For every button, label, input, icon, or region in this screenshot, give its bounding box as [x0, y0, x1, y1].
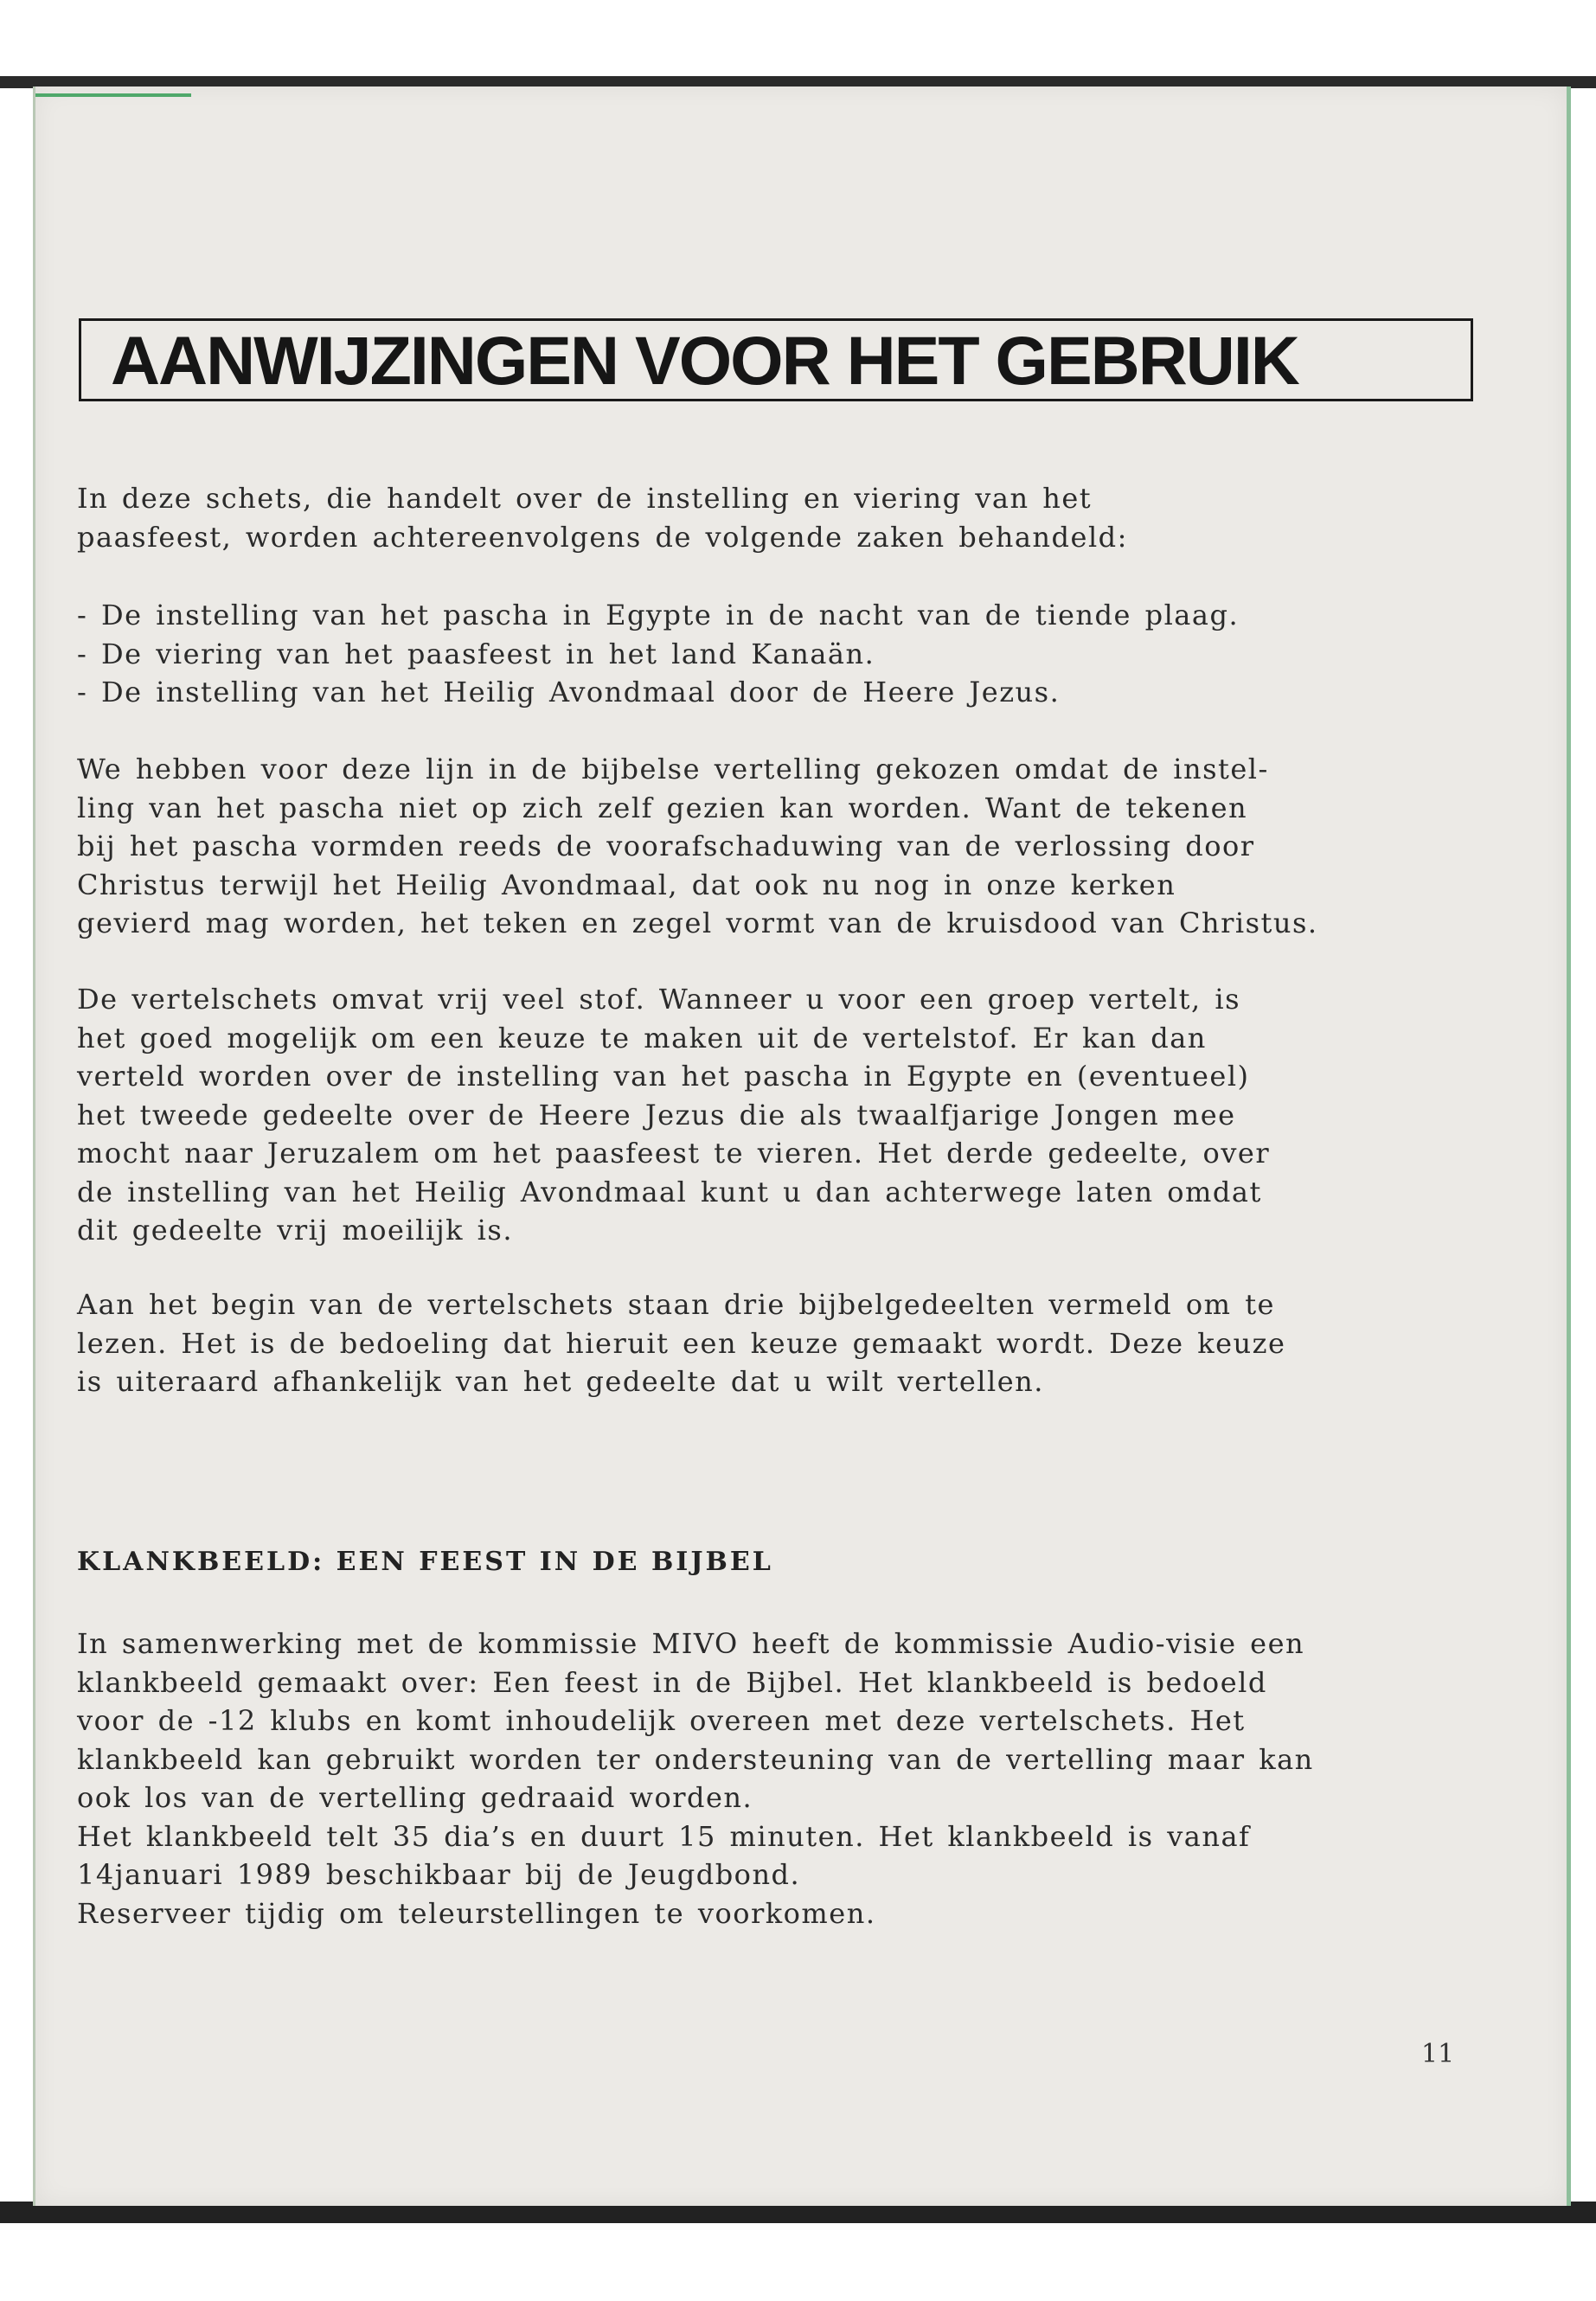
text-line: In samenwerking met de kommissie MIVO heeft de kommissie Audio-visie een: [77, 1627, 1305, 1660]
text-line: verteld worden over de instelling van het pascha in Egypte en (eventueel): [77, 1060, 1250, 1093]
text-line: Het klankbeeld telt 35 dia’s en duurt 15 minuten. Het klankbeeld is vanaf: [77, 1819, 1251, 1853]
text-line: We hebben voor deze lijn in de bijbelse vertelling gekozen omdat de instel-: [77, 753, 1269, 785]
title-box: [79, 318, 1473, 401]
text-line: bij het pascha vormden reeds de voorafschaduwing van de verlossing door: [77, 830, 1255, 862]
text-line: Reserveer tijdig om teleurstellingen te voorkomen.: [77, 1896, 876, 1930]
page-title: AANWIJZINGEN VOOR HET GEBRUIK: [111, 321, 1298, 399]
rationale-paragraph: [77, 750, 1426, 943]
list-item: - De viering van het paasfeest in het land Kanaän.: [77, 637, 875, 670]
text-line: de instelling van het Heilig Avondmaal kunt u dan achterwege laten omdat: [77, 1175, 1262, 1208]
page-number: 11: [1421, 2039, 1455, 2069]
text-line: het goed mogelijk om een keuze te maken uit de vertelstof. Er kan dan: [77, 1021, 1207, 1054]
list-item: - De instelling van het pascha in Egypte in de nacht van de tiende plaag.: [77, 599, 1240, 631]
readings-paragraph: [77, 1285, 1426, 1401]
text-line: De vertelschets omvat vrij veel stof. Wanneer u voor een groep vertelt, is: [77, 983, 1241, 1016]
text-line: Christus terwijl het Heilig Avondmaal, dat ook nu nog in onze kerken: [77, 868, 1176, 901]
topics-list: [77, 596, 1426, 712]
text-line: dit gedeelte vrij moeilijk is.: [77, 1214, 513, 1247]
text-line: ook los van de vertelling gedraaid worden.: [77, 1781, 753, 1814]
text-line: Aan het begin van de vertelschets staan drie bijbelgedeelten vermeld om te: [77, 1288, 1275, 1321]
list-item: - De instelling van het Heilig Avondmaal door de Heere Jezus.: [77, 676, 1061, 708]
section-heading: KLANKBEELD: EEN FEEST IN DE BIJBEL: [77, 1547, 773, 1577]
scope-paragraph: [77, 980, 1426, 1250]
text-line: lezen. Het is de bedoeling dat hieruit een keuze gemaakt wordt. Deze keuze: [77, 1326, 1286, 1360]
soundscape-paragraph: [77, 1625, 1426, 1932]
text-line: ling van het pascha niet op zich zelf gezien kan worden. Want de tekenen: [77, 791, 1248, 824]
text-line: mocht naar Jeruzalem om het paasfeest te vieren. Het derde gedeelte, over: [77, 1137, 1271, 1170]
text-line: In deze schets, die handelt over de instelling en viering van het: [77, 482, 1093, 515]
text-line: paasfeest, worden achtereenvolgens de volgende zaken behandeld:: [77, 520, 1128, 554]
intro-paragraph: [77, 479, 1426, 556]
text-line: klankbeeld kan gebruikt worden ter ondersteuning van de vertelling maar kan: [77, 1742, 1314, 1776]
text-line: gevierd mag worden, het teken en zegel vormt van de kruisdood van Christus.: [77, 907, 1318, 939]
document-page: [33, 87, 1571, 2206]
text-line: is uiteraard afhankelijk van het gedeelte dat u wilt vertellen.: [77, 1365, 1044, 1398]
text-line: voor de -12 klubs en komt inhoudelijk overeen met deze vertelschets. Het: [77, 1704, 1246, 1737]
text-line: klankbeeld gemaakt over: Een feest in de Bijbel. Het klankbeeld is bedoeld: [77, 1665, 1267, 1699]
text-line: het tweede gedeelte over de Heere Jezus die als twaalfjarige Jongen mee: [77, 1098, 1236, 1131]
text-line: 14januari 1989 beschikbaar bij de Jeugdbond.: [77, 1858, 801, 1891]
green-tab-edge: [35, 93, 191, 97]
